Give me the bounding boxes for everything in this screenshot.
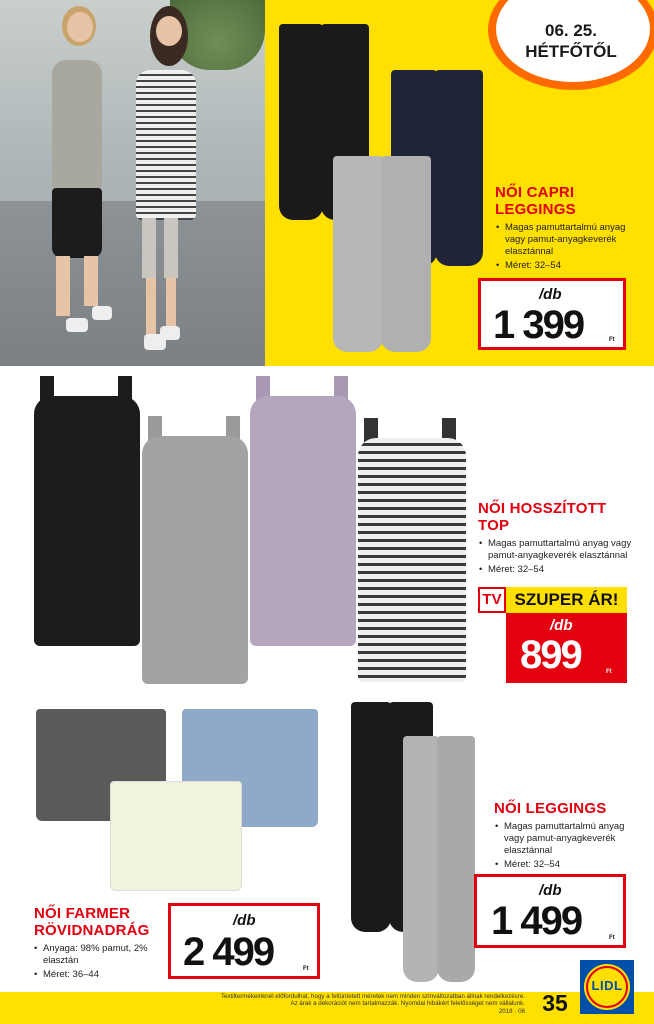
top-title: NŐI HOSSZÍTOTT TOP <box>478 500 607 534</box>
bullet-item: • Méret: 32–54 <box>479 564 639 576</box>
leggings-bullets <box>495 821 630 871</box>
lidl-logo-text: LIDL <box>591 978 623 993</box>
top-bullets <box>479 538 639 576</box>
top-price-box <box>506 613 627 683</box>
model-left <box>30 0 120 340</box>
date-text <box>506 20 636 62</box>
bullet-item: • Magas pamuttartalmú anyag vagy pamut-anyagkeverék elasztánnal <box>479 538 639 562</box>
capri-title: NŐI CAPRI LEGGINGS <box>495 184 576 218</box>
footer-disclaimer: Textiltermékeinknél előfordulhat, hogy a feltüntetett méretek nem minden színváltozatban állnak rendelkezésre. Az árak a dekorációt nem tartalmazzák. Nyomdai hibákért felelősséget nem vállalunk. 2018 · 06 <box>220 993 525 1015</box>
bullet-item: • Magas pamuttartalmú anyag vagy pamut-anyagkeverék elasztánnal <box>496 222 631 258</box>
bullet-item: • Magas pamuttartalmú anyag vagy pamut-anyagkeverék elasztánnal <box>495 821 630 857</box>
price-unit: /db <box>539 286 562 303</box>
leggings-title: NŐI LEGGINGS <box>494 800 607 817</box>
date-line-2: HÉTFŐTŐL <box>525 42 617 61</box>
shorts-image <box>30 705 330 895</box>
bullet-item: • Méret: 32–54 <box>495 859 630 871</box>
hero-photo <box>0 0 265 366</box>
bullet-item: • Anyaga: 98% pamut, 2% elasztán <box>34 943 164 967</box>
bullet-item: • Méret: 36–44 <box>34 969 164 981</box>
shorts-bullets <box>34 943 164 981</box>
capri-price-box <box>478 278 626 350</box>
capri-leggings-image <box>275 22 485 352</box>
super-price-banner: SZUPER ÁR! <box>506 587 627 613</box>
price-unit: /db <box>539 882 562 899</box>
price-value: 1 399 <box>493 303 584 347</box>
date-line-1: 06. 25. <box>545 21 597 40</box>
price-unit: /db <box>233 912 256 929</box>
model-right <box>120 0 220 360</box>
price-value: 899 <box>520 633 581 677</box>
shorts-price-box <box>168 903 320 979</box>
capri-bullets <box>496 222 631 272</box>
leggings-price-box <box>474 874 626 948</box>
price-currency: Ft <box>303 966 309 972</box>
price-value: 2 499 <box>183 930 274 974</box>
tops-image <box>30 372 470 692</box>
bullet-item: • Méret: 32–54 <box>496 260 631 272</box>
tv-badge-icon: TV <box>478 587 506 613</box>
price-currency: Ft <box>609 337 615 343</box>
leggings-image <box>345 700 475 985</box>
price-currency: Ft <box>609 935 615 941</box>
price-value: 1 499 <box>491 899 582 943</box>
price-currency: Ft <box>606 669 612 675</box>
page-number: 35 <box>542 990 568 1016</box>
shorts-title: NŐI FARMER RÖVIDNADRÁG <box>34 905 150 939</box>
price-unit: /db <box>550 617 573 634</box>
